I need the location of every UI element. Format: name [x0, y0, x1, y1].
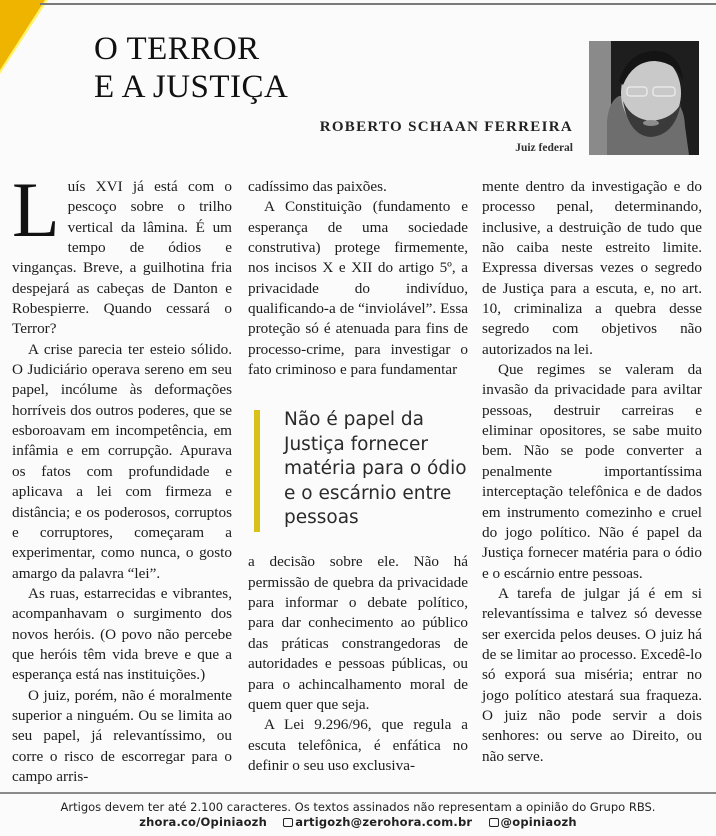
- footer-notice: Artigos devem ter até 2.100 caracteres. Os textos assinados não representam a opinião do Grupo RBS.: [60, 800, 656, 814]
- paragraph: A Lei 9.296/96, que regula a escuta telefônica, é enfática no definir o seu uso exclusiva-: [248, 716, 468, 774]
- article-title: [94, 30, 288, 106]
- title-line-1: O TERROR: [94, 31, 260, 67]
- bottom-rule: [0, 792, 716, 794]
- author-name: ROBERTO SCHAAN FERREIRA: [319, 119, 573, 135]
- footer-contacts: [0, 815, 716, 830]
- pull-quote-bar: [254, 410, 260, 532]
- paragraph: A crise parecia ter esteio sólido. O Judiciário operava sereno em seu papel, incólume às deformações horríveis dos outros poderes, que se esboroavam em incompetência, em infâmia e em corrupção. Apurava os fatos com profundidade e aplicava a lei com firmeza e distância; e os poderosos, corruptos e corruptores, começaram a experimentar, como nunca, o gosto amargo da palavra “lei”.: [12, 340, 232, 582]
- pull-quote-text: Não é papel da Justiça fornecer matéria para o ódio e o escárnio entre pessoas: [284, 409, 467, 529]
- paragraph: mente dentro da investigação e do processo penal, determinando, inclusive, a destruição de tudo que não caiba neste estreito limite. Expressa diversas vezes o segredo de Justiça para a escuta, e, no art. 10, criminaliza a quebra desse segredo com objetivos não autorizados na lei.: [482, 178, 702, 358]
- footer: [0, 800, 716, 830]
- author-photo: [589, 41, 699, 155]
- author-role: Juiz federal: [515, 142, 573, 154]
- paragraph: cadíssimo das paixões.: [248, 178, 387, 195]
- drop-cap: L: [12, 166, 60, 253]
- mail-icon: [283, 818, 293, 827]
- opinion-link[interactable]: zhora.co/Opiniaozh: [139, 815, 267, 829]
- paragraph: A Constituição (fundamento e esperança de uma sociedade construtiva) protege firmemente, nos incisos X e XII do artigo 5º, a privacidade do indivíduo, qualificando-a de “inviolável”. Essa proteção só é atenuada para fins de processo-crime, para investigar o fato criminoso e para fundamentar: [248, 198, 468, 379]
- email-contact[interactable]: [283, 815, 472, 829]
- twitter-icon: [489, 818, 499, 827]
- paragraph: [12, 166, 232, 340]
- pull-quote: [248, 408, 468, 532]
- social-contact[interactable]: [489, 815, 577, 829]
- article-body: [12, 166, 710, 785]
- corner-accent: [0, 0, 45, 70]
- paragraph: As ruas, estarrecidas e vibrantes, acompanhavam o surgimento dos novos heróis. (O povo não percebe que heróis têm vida breve e que a esperança está nas instituições.): [12, 584, 232, 684]
- column-1: [12, 166, 232, 787]
- byline: [320, 119, 573, 154]
- top-rule: [40, 3, 716, 5]
- column-3: [482, 177, 702, 767]
- title-line-2: E A JUSTIÇA: [94, 69, 289, 105]
- portrait-icon: [589, 41, 699, 155]
- paragraph: a decisão sobre ele. Não há permissão de quebra da privacidade para informar o debate político, para dar conhecimento ao público das práticas constrangedoras de autoridades e pessoas públicas, ou para o achincalhamento moral de quem quer que seja.: [248, 553, 468, 713]
- column-2: [248, 177, 468, 776]
- paragraph: A tarefa de julgar já é em si relevantíssima e talvez só devesse ser exercida pelos deuses. O juiz há de se limitar ao processo. Excedê-lo só exporá sua miséria; entrar no jogo político atestará sua fraqueza. O juiz não pode servir a dois senhores: ou serve ao Direito, ou não serve.: [482, 584, 702, 765]
- paragraph: Que regimes se valeram da invasão da privacidade para aviltar pessoas, destruir carreiras e eliminar opositores, se sabe muito bem. Não se pode converter a penalmente importantíssima interceptação telefônica e de dados em instrumento comezinho e cruel do jogo político. Não é papel da Justiça fornecer matéria para o ódio e o escárnio entre pessoas.: [482, 361, 702, 582]
- email-text: artigozh@zerohora.com.br: [295, 815, 473, 829]
- paragraph-text: uís XVI já está com o pescoço sobre o trilho vertical da lâmina. É um tempo de ódios e vinganças. Breve, a guilhotina fria despejará as cabeças de Danton e Robespierre. Quando cessará o Terror?: [12, 178, 232, 338]
- social-text: @opiniaozh: [500, 815, 577, 829]
- paragraph: O juiz, porém, não é moralmente superior a ninguém. Ou se limita ao seu papel, já relevantíssimo, ou corre o risco de escorregar para o campo arris-: [12, 686, 232, 785]
